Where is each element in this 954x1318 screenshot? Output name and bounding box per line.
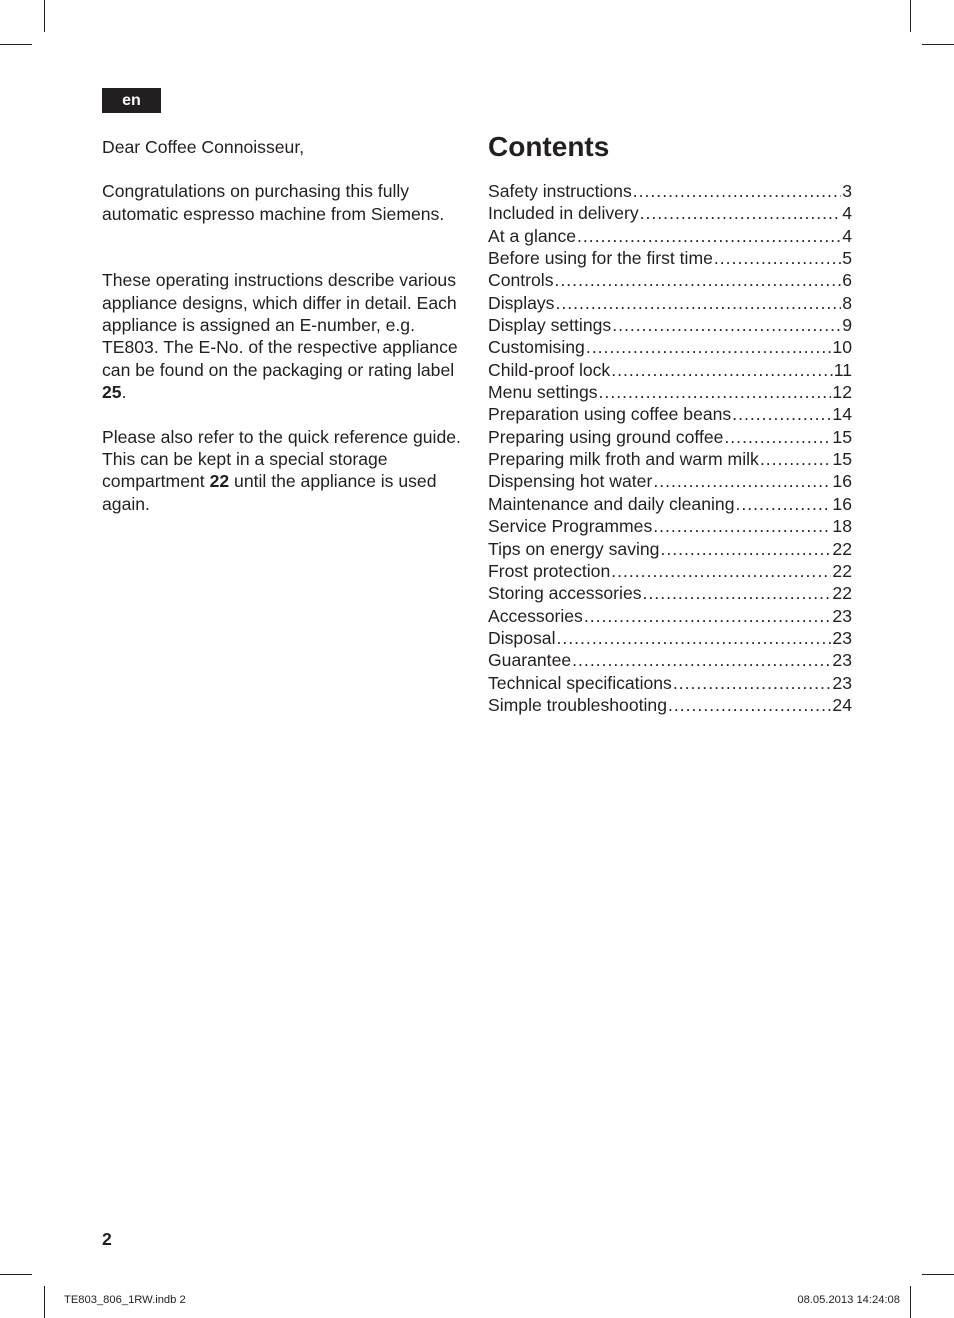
toc-leader-dots (660, 538, 831, 560)
toc-entry-page: 10 (832, 337, 852, 358)
toc-entry (488, 649, 852, 671)
toc-entry-page: 16 (832, 493, 852, 514)
toc-entry (488, 381, 852, 403)
toc-entry (488, 672, 852, 694)
page-number: 2 (102, 1229, 112, 1249)
toc-leader-dots (653, 515, 831, 537)
toc-entry-page: 12 (832, 382, 852, 403)
reference-end: until the appliance is used again. (102, 471, 437, 514)
toc-entry (488, 605, 852, 627)
toc-entry (488, 426, 852, 448)
toc-entry (488, 448, 852, 470)
toc-entry (488, 538, 852, 560)
toc-entry-page: 24 (832, 694, 852, 715)
toc-entry (488, 202, 852, 224)
toc-entry-page: 4 (842, 203, 852, 224)
crop-mark (910, 0, 911, 32)
toc-leader-dots (760, 448, 832, 470)
toc-entry-title: Before using for the first time (488, 248, 713, 269)
toc-entry (488, 292, 852, 314)
toc-entry-title: Storing accessories (488, 583, 642, 604)
toc-entry (488, 515, 852, 537)
toc-leader-dots (735, 493, 831, 515)
toc-entry (488, 336, 852, 358)
description-text: These operating instructions describe various appliance designs, which differ in detail. Each appliance is assigned an E-number, e.g. TE803. The E-No. of the respective appliance can be found on the packaging or rating label (102, 270, 458, 380)
toc-leader-dots (572, 649, 831, 671)
toc-entry-page: 22 (832, 560, 852, 581)
toc-entry-title: Included in delivery (488, 203, 639, 224)
toc-entry-title: Preparing milk froth and warm milk (488, 449, 759, 470)
toc-entry-title: Safety instructions (488, 181, 632, 201)
crop-mark (0, 44, 32, 45)
toc-entry-page: 22 (832, 538, 852, 559)
toc-entry (488, 560, 852, 582)
toc-entry (488, 180, 852, 202)
table-of-contents (488, 180, 852, 716)
footer-timestamp: 08.05.2013 14:24:08 (797, 1294, 900, 1306)
toc-entry-page: 8 (842, 292, 852, 313)
toc-entry-page: 6 (842, 270, 852, 291)
toc-leader-dots (556, 627, 831, 649)
toc-leader-dots (577, 225, 841, 247)
toc-leader-dots (714, 247, 841, 269)
toc-entry-page: 9 (842, 315, 852, 336)
toc-entry-title: Display settings (488, 315, 612, 336)
toc-entry-title: Customising (488, 337, 585, 358)
toc-entry-page: 14 (832, 404, 852, 425)
congratulations-paragraph: Congratulations on purchasing this fully automatic espresso machine from Siemens. (102, 181, 445, 224)
toc-leader-dots (643, 582, 832, 604)
toc-entry (488, 269, 852, 291)
crop-mark (44, 0, 45, 32)
toc-entry (488, 359, 852, 381)
toc-entry-title: Disposal (488, 627, 556, 648)
language-tab: en (102, 88, 161, 113)
toc-entry-title: Preparing using ground coffee (488, 426, 724, 447)
crop-mark (910, 1286, 911, 1318)
toc-entry (488, 403, 852, 425)
toc-entry-title: Dispensing hot water (488, 471, 653, 492)
toc-entry-title: Child-proof lock (488, 359, 611, 380)
crop-mark (922, 44, 954, 45)
toc-entry-title: Menu settings (488, 382, 598, 403)
toc-leader-dots (611, 560, 831, 582)
toc-entry-title: Displays (488, 292, 555, 313)
toc-leader-dots (611, 359, 833, 381)
toc-leader-dots (612, 314, 841, 336)
toc-leader-dots (640, 202, 842, 224)
toc-leader-dots (555, 269, 842, 291)
toc-leader-dots (668, 694, 831, 716)
toc-entry-title: Service Programmes (488, 516, 653, 537)
toc-entry-page: 23 (832, 605, 852, 626)
description-end: . (121, 382, 127, 403)
toc-leader-dots (555, 292, 841, 314)
salutation: Dear Coffee Connoisseur, (102, 137, 305, 157)
toc-leader-dots (673, 672, 832, 694)
toc-leader-dots (633, 180, 841, 202)
toc-entry-title: Accessories (488, 605, 583, 626)
toc-entry-page: 18 (832, 516, 852, 537)
toc-entry (488, 247, 852, 269)
toc-entry-page: 23 (832, 650, 852, 671)
toc-entry-title: At a glance (488, 225, 577, 246)
toc-leader-dots (653, 470, 831, 492)
toc-entry-page: 11 (833, 359, 852, 380)
toc-entry (488, 493, 852, 515)
toc-entry-page: 23 (832, 627, 852, 648)
toc-entry-title: Frost protection (488, 560, 611, 581)
contents-title: Contents (488, 131, 610, 162)
crop-mark (44, 1286, 45, 1318)
crop-mark (0, 1274, 32, 1275)
toc-entry-page: 4 (842, 225, 852, 246)
toc-entry (488, 694, 852, 716)
description-paragraph (102, 269, 474, 403)
toc-entry-title: Simple troubleshooting (488, 694, 667, 715)
toc-entry-page: 16 (832, 471, 852, 492)
intro-text (102, 136, 474, 515)
toc-leader-dots (584, 605, 832, 627)
toc-leader-dots (599, 381, 832, 403)
toc-entry (488, 627, 852, 649)
toc-entry-page: 15 (832, 449, 852, 470)
footer-file-info: TE803_806_1RW.indb 2 (64, 1294, 186, 1306)
toc-leader-dots (732, 403, 831, 425)
toc-entry-title: Preparation using coffee beans (488, 404, 732, 425)
toc-entry-page: 22 (832, 583, 852, 604)
storage-compartment-ref: 22 (209, 471, 230, 492)
toc-entry-title: Technical specifications (488, 672, 672, 693)
toc-leader-dots (586, 336, 832, 358)
rating-label-ref: 25 (102, 382, 122, 403)
toc-entry-title: Controls (488, 270, 554, 291)
reference-paragraph (102, 426, 474, 516)
crop-mark (922, 1274, 954, 1275)
toc-entry-page: 23 (832, 672, 852, 693)
toc-entry (488, 582, 852, 604)
toc-leader-dots (724, 426, 831, 448)
toc-entry (488, 470, 852, 492)
toc-entry (488, 225, 852, 247)
toc-entry-page: 15 (832, 426, 852, 447)
reference-text: Please also refer to the quick reference guide. This can be kept in a special storage compartment (102, 426, 461, 492)
toc-entry-title: Tips on energy saving (488, 538, 660, 559)
toc-entry-title: Guarantee (488, 650, 572, 671)
toc-entry (488, 314, 852, 336)
toc-entry-page: 3 (842, 181, 852, 201)
toc-entry-page: 5 (842, 248, 852, 269)
toc-entry-title: Maintenance and daily cleaning (488, 493, 735, 514)
